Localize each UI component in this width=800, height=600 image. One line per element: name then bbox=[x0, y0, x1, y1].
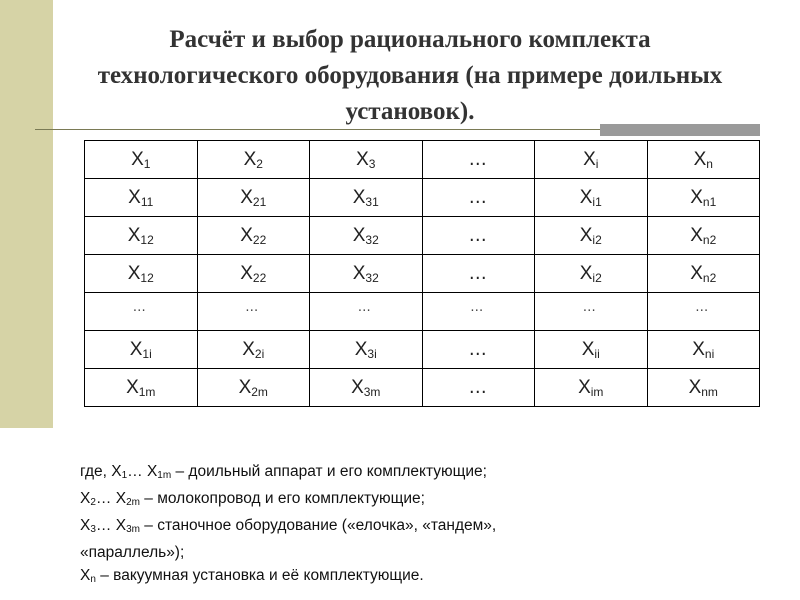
table-cell: … bbox=[647, 293, 760, 331]
table-cell: $X_{22}$ bbox=[197, 217, 310, 255]
table-cell: $X_{1m}$ bbox=[85, 369, 198, 407]
note-line-2: $X_2\dots$ $X_{2m}$ – молокопровод и его комплектующие; bbox=[80, 490, 425, 508]
table-cell: … bbox=[422, 255, 535, 293]
table-row bbox=[85, 255, 760, 293]
decorative-sidebar bbox=[0, 0, 53, 428]
table-row bbox=[85, 369, 760, 407]
table-cell: $X_{32}$ bbox=[310, 255, 423, 293]
table-cell: $X_{ni}$ bbox=[647, 331, 760, 369]
table-cell: $X_{n2}$ bbox=[647, 217, 760, 255]
table-cell: … bbox=[535, 293, 648, 331]
table-cell: $X_i$ bbox=[535, 141, 648, 179]
note-line-5: $X_n$ – вакуумная установка и её комплектующие. bbox=[80, 567, 424, 585]
table-cell: $X_{n1}$ bbox=[647, 179, 760, 217]
table-cell: … bbox=[422, 141, 535, 179]
table-row bbox=[85, 141, 760, 179]
table-cell: $X_{12}$ bbox=[85, 255, 198, 293]
table-cell: $X_{12}$ bbox=[85, 217, 198, 255]
note-line-3: $X_3\dots$ $X_{3m}$ – станочное оборудование («елочка», «тандем», bbox=[80, 517, 497, 535]
table-cell: $X_{n2}$ bbox=[647, 255, 760, 293]
equipment-table bbox=[84, 140, 760, 407]
table-cell: $X_{ii}$ bbox=[535, 331, 648, 369]
table-cell: $X_{2i}$ bbox=[197, 331, 310, 369]
table-cell: $X_{i2}$ bbox=[535, 255, 648, 293]
table-cell: $X_{i1}$ bbox=[535, 179, 648, 217]
table-cell: $X_{3i}$ bbox=[310, 331, 423, 369]
table-cell: $X_{nm}$ bbox=[647, 369, 760, 407]
table-cell: $X_{31}$ bbox=[310, 179, 423, 217]
table-row bbox=[85, 179, 760, 217]
table-row bbox=[85, 331, 760, 369]
table-cell: $X_{3m}$ bbox=[310, 369, 423, 407]
table-cell: $X_1$ bbox=[85, 141, 198, 179]
table-cell: … bbox=[422, 331, 535, 369]
table-cell: $X_2$ bbox=[197, 141, 310, 179]
table-cell: … bbox=[422, 217, 535, 255]
table-cell: … bbox=[422, 369, 535, 407]
table-cell: $X_{1i}$ bbox=[85, 331, 198, 369]
table-cell: $X_3$ bbox=[310, 141, 423, 179]
note-line-1: где, $X_1\dots$ $X_{1m}$ – доильный аппарат и его комплектующие; bbox=[80, 463, 487, 481]
table-cell: $X_{2m}$ bbox=[197, 369, 310, 407]
table-cell: … bbox=[422, 179, 535, 217]
table-cell: $X_{i2}$ bbox=[535, 217, 648, 255]
table-cell: $X_{32}$ bbox=[310, 217, 423, 255]
table-row bbox=[85, 293, 760, 331]
table-row bbox=[85, 217, 760, 255]
table-cell: $X_{21}$ bbox=[197, 179, 310, 217]
table-cell: … bbox=[310, 293, 423, 331]
table-cell: $X_{im}$ bbox=[535, 369, 648, 407]
table-cell: … bbox=[197, 293, 310, 331]
slide-title: Расчёт и выбор рационального комплекта технологического оборудования (на примере доильных установок). bbox=[97, 26, 723, 125]
table-cell: … bbox=[85, 293, 198, 331]
table-cell: $X_n$ bbox=[647, 141, 760, 179]
table-cell: $X_{11}$ bbox=[85, 179, 198, 217]
table-cell: … bbox=[422, 293, 535, 331]
legend-notes bbox=[80, 460, 680, 591]
note-line-4: «параллель»); bbox=[80, 544, 185, 561]
table-cell: $X_{22}$ bbox=[197, 255, 310, 293]
